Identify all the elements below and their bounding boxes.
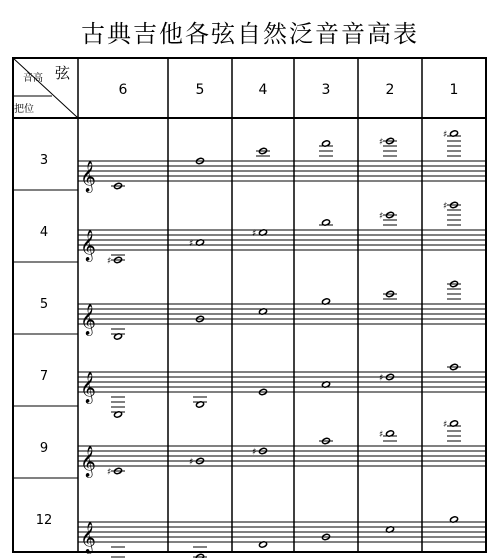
- string-number: 2: [385, 82, 395, 98]
- fret-number: 4: [39, 225, 49, 240]
- treble-clef-icon: 𝄞: [80, 230, 96, 261]
- string-number: 3: [321, 82, 331, 98]
- sharp-accidental-icon: ♯: [252, 229, 257, 239]
- string-number: 4: [258, 82, 268, 98]
- string-number: 6: [118, 82, 128, 98]
- sharp-accidental-icon: ♯: [443, 201, 448, 212]
- table-header: [14, 64, 71, 115]
- sharp-accidental-icon: ♯: [443, 130, 448, 140]
- sharp-accidental-icon: ♯: [252, 447, 257, 458]
- treble-clef-icon: 𝄞: [80, 446, 96, 477]
- sharp-accidental-icon: ♯: [189, 457, 194, 468]
- fret-number: 5: [39, 297, 49, 312]
- treble-clef-icon: 𝄞: [80, 161, 96, 192]
- treble-clef-icon: 𝄞: [80, 522, 96, 553]
- string-number: 1: [449, 82, 459, 98]
- fret-number: 12: [35, 513, 53, 528]
- sharp-accidental-icon: ♯: [379, 137, 384, 148]
- fret-label: 把位: [14, 104, 34, 115]
- fret-number: 3: [39, 153, 49, 168]
- string-number-headers: [119, 82, 459, 98]
- staff-notation: [78, 130, 486, 558]
- fret-number: 9: [39, 441, 49, 456]
- string-number: 5: [195, 82, 205, 98]
- sharp-accidental-icon: ♯: [379, 430, 384, 440]
- sharp-accidental-icon: ♯: [107, 467, 112, 478]
- sharp-accidental-icon: ♯: [107, 256, 112, 267]
- sharp-accidental-icon: ♯: [379, 211, 384, 222]
- treble-clef-icon: 𝄞: [80, 304, 96, 335]
- string-label: 弦: [55, 64, 71, 82]
- pitch-label: 音高: [23, 73, 43, 84]
- sharp-accidental-icon: ♯: [443, 420, 448, 430]
- sharp-accidental-icon: ♯: [379, 373, 384, 384]
- sharp-accidental-icon: ♯: [189, 239, 194, 249]
- page-title: 古典吉他各弦自然泛音音高表: [81, 20, 419, 48]
- treble-clef-icon: 𝄞: [80, 372, 96, 403]
- fret-position-headers: [36, 153, 53, 528]
- fret-number: 7: [39, 369, 49, 384]
